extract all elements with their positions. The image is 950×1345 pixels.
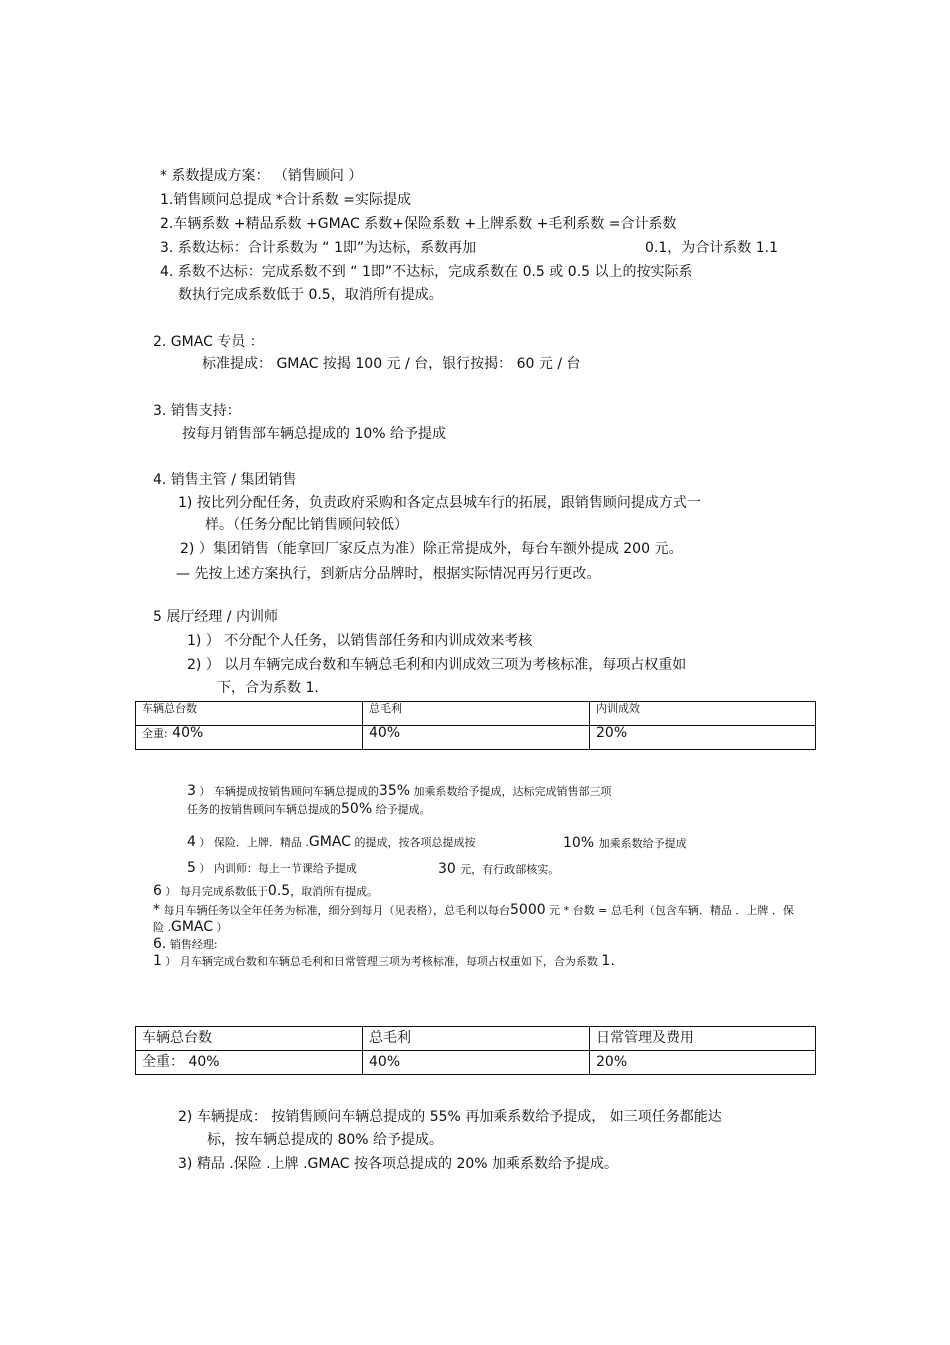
star-note-cont (153, 920, 228, 935)
section-title-text: 销售经理: (169, 938, 218, 951)
section-5-item-2: 2) ） 以月车辆完成台数和车辆总毛利和内训成效三项为考核标准，每项占权重如 (187, 657, 687, 673)
table-cell: 20% (590, 726, 816, 750)
note-3-cont (187, 802, 431, 817)
weight-table-showroom (135, 701, 816, 750)
table-cell (136, 1051, 363, 1075)
section-5-item-1: 1) ） 不分配个人任务，以销售部任务和内训成效来考核 (187, 633, 533, 649)
section-3-title: 3. 销售支持： (153, 403, 241, 419)
section-6-line-1 (153, 954, 615, 969)
table-cell (136, 726, 363, 750)
table-header-cell: 总毛利 (363, 702, 590, 726)
note-value: 5000 (510, 902, 546, 918)
end-item-2: 2) 车辆提成： 按销售顾问车辆总提成的 55% 再加乘系数给予提成， 如三项任务都能达 (178, 1109, 722, 1125)
section-5-title: 5 展厅经理 / 内训师 (153, 609, 278, 625)
section-1-title: * 系数提成方案： （销售顾问 ） (160, 168, 363, 184)
note-text: ） 每月完成系数低于 (165, 885, 268, 898)
note-value: GMAC (308, 834, 351, 850)
note-value: GMAC (171, 919, 214, 935)
row-label: 全重: (142, 727, 168, 740)
note-text: 的提成，按各项总提成按 (354, 836, 476, 849)
note-number: 6 (153, 883, 162, 899)
section-2-line-1: 标准提成： GMAC 按揭 100 元 / 台，银行按揭： 60 元 / 台 (202, 356, 581, 372)
note-number: 5 (187, 860, 196, 876)
table-row (136, 1051, 816, 1075)
table-cell: 40% (363, 1051, 590, 1075)
section-4-item-1-cont: 样。（任务分配比销售顾问较低） (205, 517, 408, 533)
weight-table-sales-manager (135, 1026, 816, 1075)
note-value: 10% (563, 835, 595, 851)
section-2-title: 2. GMAC 专员 ： (153, 334, 264, 350)
note-text: ） (216, 921, 228, 934)
cell-value: 40% (172, 725, 204, 741)
table-header-cell: 总毛利 (363, 1027, 590, 1051)
item-number: 1 (153, 953, 162, 969)
note-number: 4 (187, 834, 196, 850)
table-header-row (136, 702, 816, 726)
cell-value: 40% (188, 1054, 220, 1070)
table-row (136, 726, 816, 750)
note-text: 加乘系数给予提成，达标完成销售部三项 (413, 785, 612, 798)
note-value: 35% (378, 783, 411, 799)
section-4-item-2: 2) ）集团销售（能拿回厂家反点为准）除正常提成外，每台车额外提成 200 元。 (180, 541, 683, 557)
end-item-2-cont: 标，按车辆总提成的 80% 给予提成。 (207, 1132, 444, 1148)
note-text: 元 * 台数 = 总毛利（包含车辆．精品 ．上牌 ．保 (545, 904, 794, 917)
table-header-cell: 内训成效 (590, 702, 816, 726)
star-note (153, 903, 794, 918)
note-value: 50% (341, 801, 373, 817)
note-6 (153, 884, 378, 899)
section-1-line-4-cont: 数执行完成系数低于 0.5，取消所有提成。 (178, 287, 443, 303)
note-text: ） 车辆提成按销售顾问车辆总提成的 (199, 785, 379, 798)
item-text: ） 月车辆完成台数和车辆总毛利和日常管理三项为考核标准，每项占权重如下，合为系数 (165, 955, 598, 968)
section-1-line-2: 2.车辆系数 +精品系数 +GMAC 系数+保险系数 +上牌系数 +毛利系数 =合计系数 (160, 216, 677, 232)
note-text: 每月车辆任务以全年任务为标准，细分到每月（见表格），总毛利以每台 (160, 904, 510, 917)
row-label: 全重： (142, 1054, 184, 1070)
section-3-line-1: 按每月销售部车辆总提成的 10% 给予提成 (182, 426, 447, 442)
table-header-cell: 日常管理及费用 (590, 1027, 816, 1051)
section-1-line-3-end: 0.1，为合计系数 1.1 (645, 240, 778, 256)
table-cell: 20% (590, 1051, 816, 1075)
note-text: ） 内训师：每上一节课给予提成 (199, 862, 357, 875)
note-text: 任务的按销售顾问车辆总提成的 (187, 803, 341, 816)
section-5-item-2-cont: 下，合为系数 1. (217, 680, 319, 696)
item-value: 1. (601, 953, 615, 969)
end-item-3: 3) 精品 .保险 .上牌 .GMAC 按各项总提成的 20% 加乘系数给予提成。 (178, 1156, 619, 1172)
note-text: ） 保险．上牌．精品 . (199, 836, 309, 849)
table-header-row (136, 1027, 816, 1051)
section-1-line-4: 4. 系数不达标：完成系数不到 “ 1即”不达标，完成系数在 0.5 或 0.5 以上的按实际系 (160, 264, 693, 280)
section-1-line-1: 1.销售顾问总提成 *合计系数 =实际提成 (160, 192, 411, 208)
note-3 (187, 784, 612, 799)
section-4-title: 4. 销售主管 / 集团销售 (153, 472, 297, 488)
note-5-value (438, 860, 559, 878)
note-text: 元，有行政部核实。 (460, 863, 560, 876)
note-value: 30 (438, 861, 456, 877)
note-number: 3 (187, 783, 196, 799)
note-text: ，取消所有提成。 (290, 885, 379, 898)
section-6-title (153, 937, 218, 952)
section-number: 6. (153, 936, 167, 952)
note-4 (187, 835, 475, 850)
table-header-cell: 车辆总台数 (136, 1027, 363, 1051)
note-4-pct (563, 834, 687, 852)
star-mark: * (153, 902, 160, 918)
table-header-cell: 车辆总台数 (136, 702, 363, 726)
section-4-item-1: 1) 按比列分配任务，负责政府采购和各定点县城车行的拓展，跟销售顾问提成方式一 (178, 495, 701, 511)
note-5 (187, 861, 357, 876)
table-cell: 40% (363, 726, 590, 750)
section-1-line-3: 3. 系数达标：合计系数为 “ 1即”为达标，系数再加 (160, 240, 477, 256)
section-4-note: — 先按上述方案执行，到新店分品牌时，根据实际情况再另行更改。 (176, 566, 601, 582)
note-text: 险 . (153, 921, 171, 934)
note-text: 加乘系数给予提成 (598, 837, 687, 850)
note-value: 0.5 (267, 883, 291, 899)
note-text: 给予提成。 (375, 803, 431, 816)
